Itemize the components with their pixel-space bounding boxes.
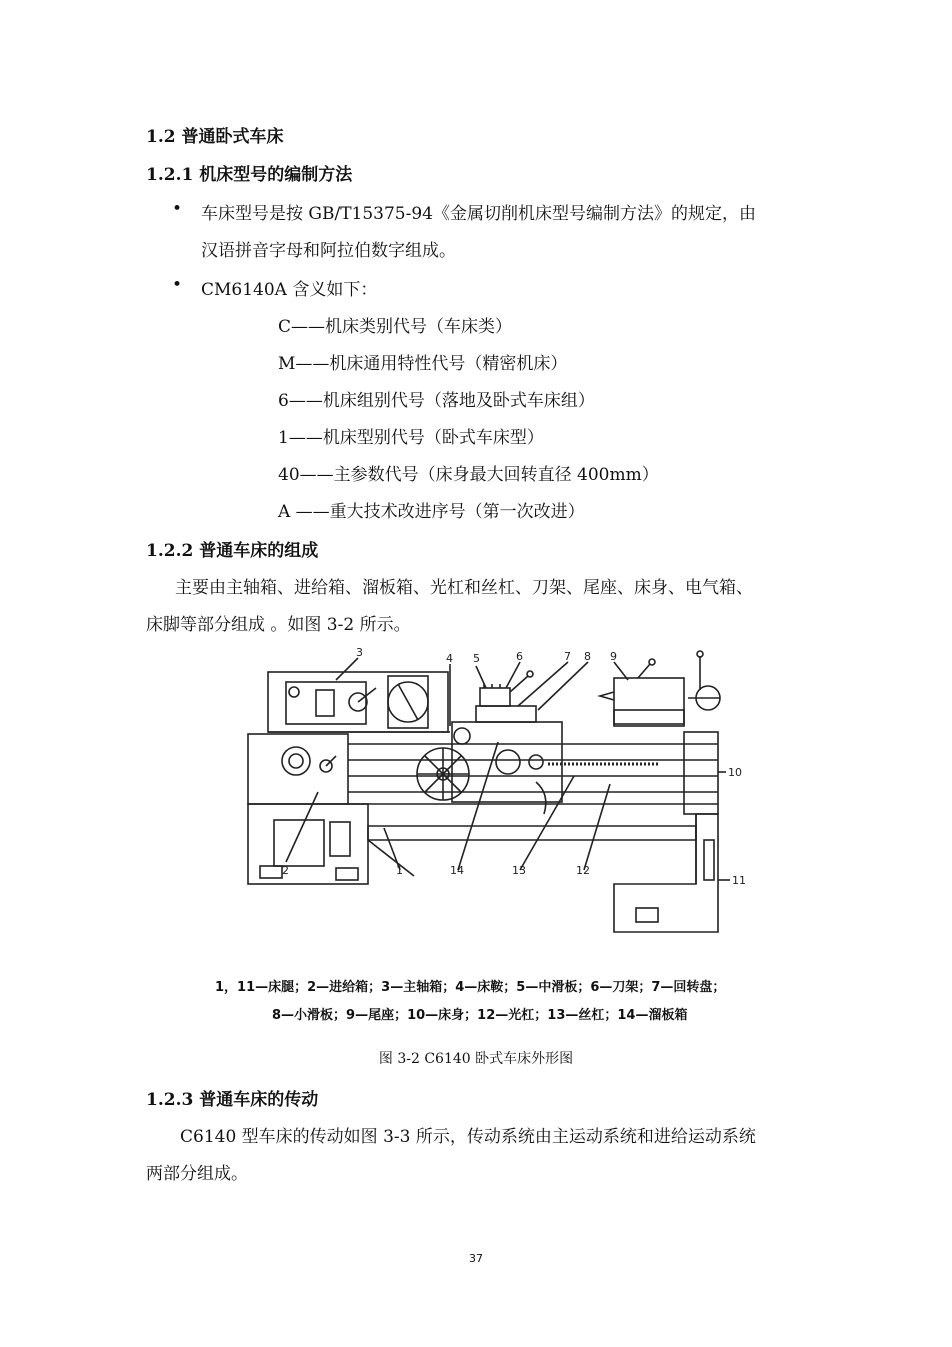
right-leg xyxy=(614,814,718,932)
definition-a: A ——重大技术改进序号（第一次改进） xyxy=(278,502,585,522)
paragraph-3-line-2: 两部分组成。 xyxy=(146,1164,248,1184)
bullet-marker: • xyxy=(172,199,183,219)
lathe-figure xyxy=(218,644,748,954)
label-8: 8 xyxy=(584,650,591,663)
definition-1: 1——机床型别代号（卧式车床型） xyxy=(278,428,544,448)
label-13: 13 xyxy=(512,864,526,877)
definition-6: 6——机床组别代号（落地及卧式车床组） xyxy=(278,391,595,411)
label-4: 4 xyxy=(446,652,453,665)
figure-legend-line-1: 1，11—床腿；2—进给箱；3—主轴箱；4—床鞍；5—中滑板；6—刀架；7—回转盘； xyxy=(215,980,726,995)
definition-c: C——机床类别代号（车床类） xyxy=(278,317,513,337)
label-1: 1 xyxy=(396,864,403,877)
carriage xyxy=(452,722,562,802)
label-12: 12 xyxy=(576,864,590,877)
subsection-title-3: 1.2.3 普通车床的传动 xyxy=(146,1090,319,1110)
paragraph-line-2: 床脚等部分组成 。如图 3-2 所示。 xyxy=(146,615,411,635)
label-14: 14 xyxy=(450,864,464,877)
page-number: 37 xyxy=(469,1252,483,1265)
subsection-title-2: 1.2.2 普通车床的组成 xyxy=(146,541,319,561)
definition-m: M——机床通用特性代号（精密机床） xyxy=(278,354,568,374)
figure-caption: 图 3-2 C6140 卧式车床外形图 xyxy=(378,1051,574,1067)
figure-legend-line-2: 8—小滑板；9—尾座；10—床身；12—光杠；13—丝杠；14—溜板箱 xyxy=(272,1008,688,1023)
tailstock xyxy=(614,678,684,724)
section-title: 1.2 普通卧式车床 xyxy=(146,127,284,147)
bullet-1-line-2: 汉语拼音字母和阿拉伯数字组成。 xyxy=(201,241,456,261)
bullet-marker: • xyxy=(172,275,183,295)
definition-40: 40——主参数代号（床身最大回转直径 400mm） xyxy=(278,465,659,485)
label-3: 3 xyxy=(356,646,363,659)
bullet-2: CM6140A 含义如下： xyxy=(201,280,378,300)
bullet-1-line-1: 车床型号是按 GB/T15375-94《金属切削机床型号编制方法》的规定，由 xyxy=(201,204,756,224)
feed-box xyxy=(248,734,348,804)
paragraph-line-1: 主要由主轴箱、进给箱、溜板箱、光杠和丝杠、刀架、尾座、床身、电气箱、 xyxy=(175,578,753,598)
label-5: 5 xyxy=(473,652,480,665)
label-7: 7 xyxy=(564,650,571,663)
label-6: 6 xyxy=(516,650,523,663)
label-2: 2 xyxy=(282,864,289,877)
paragraph-3-line-1: C6140 型车床的传动如图 3-3 所示，传动系统由主运动系统和进给运动系统 xyxy=(180,1127,756,1147)
label-10: 10 xyxy=(728,766,742,779)
label-11: 11 xyxy=(732,874,746,887)
subsection-title-1: 1.2.1 机床型号的编制方法 xyxy=(146,165,353,185)
label-9: 9 xyxy=(610,650,617,663)
